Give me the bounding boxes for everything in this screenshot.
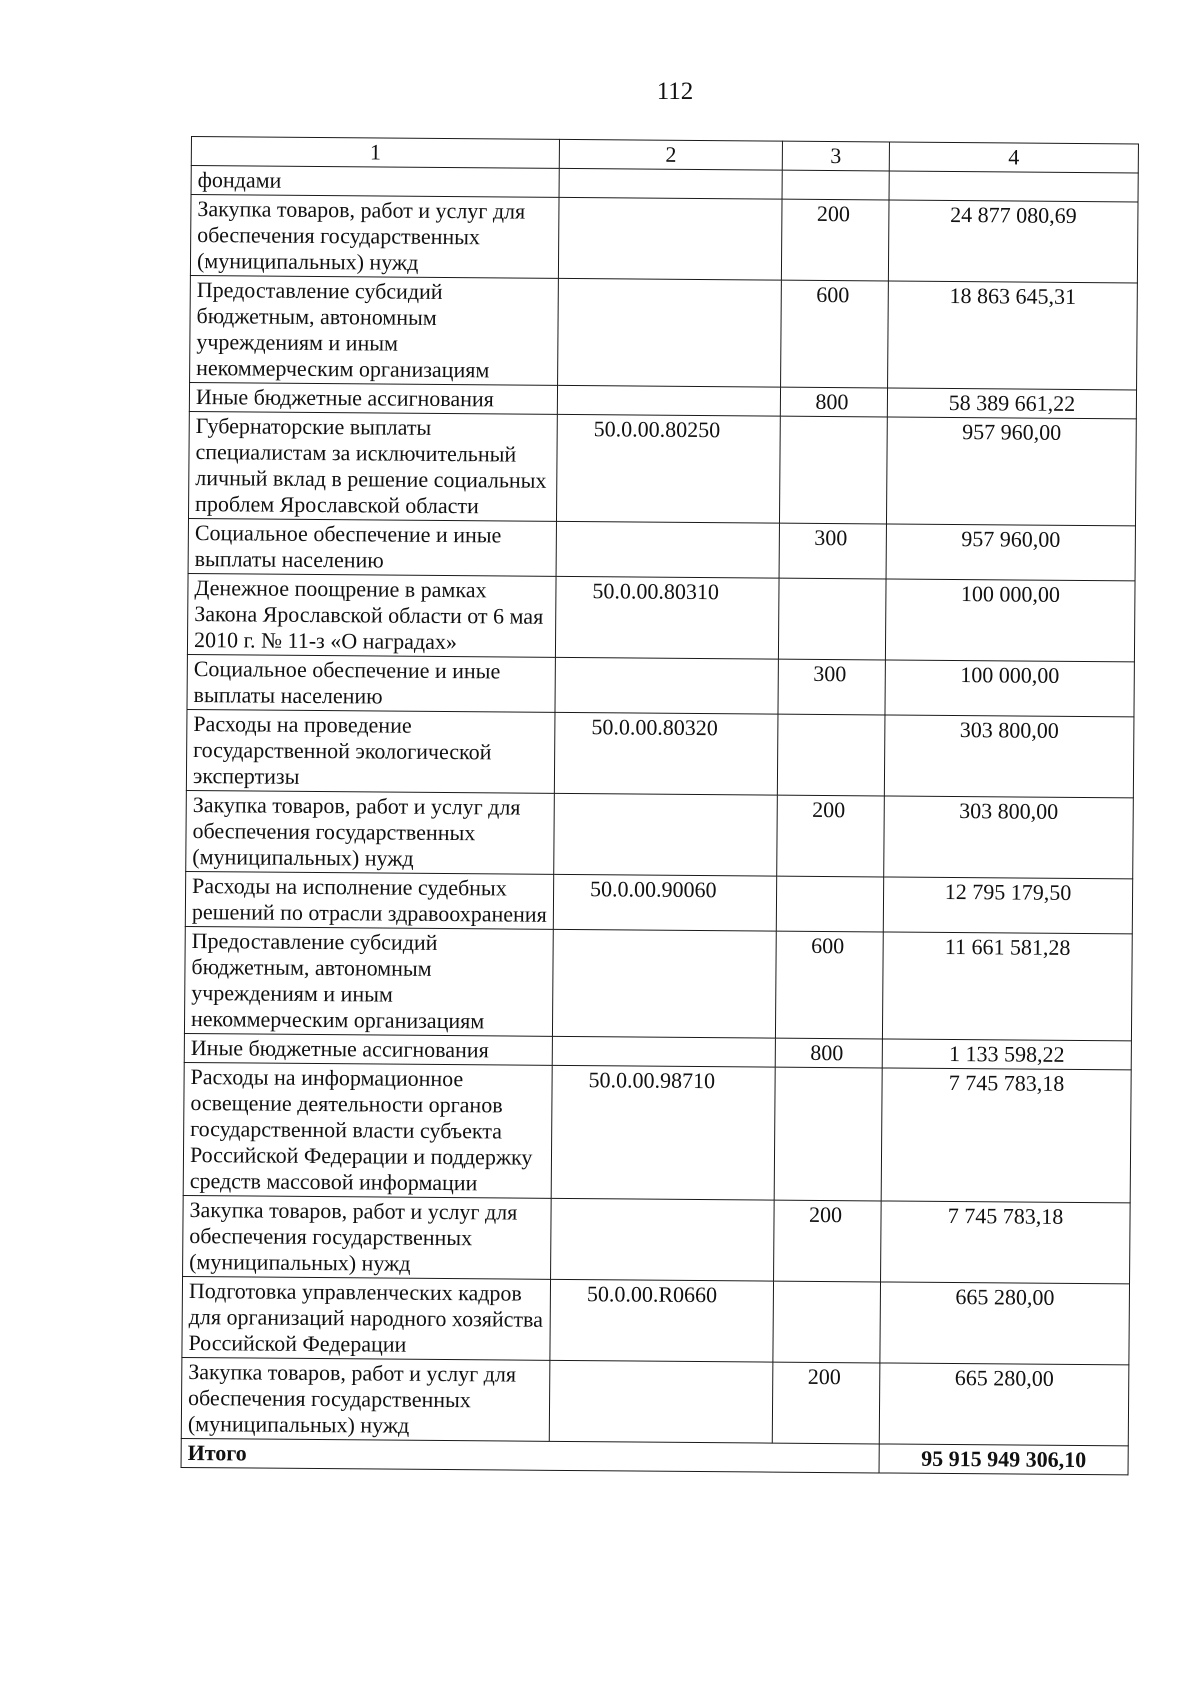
row-code-cell: 50.0.00.80310 <box>555 576 779 659</box>
row-expense-type-cell: 600 <box>775 931 883 1039</box>
table-row <box>188 518 1135 580</box>
table-row <box>184 926 1132 1040</box>
row-name-cell: Предоставление субсидий бюджетным, автономным учреждениям и иным некоммерческим организациям <box>184 926 553 1036</box>
row-amount-cell: 12 795 179,50 <box>883 877 1132 934</box>
row-name-cell: Расходы на проведение государственной экологической экспертизы <box>186 709 555 793</box>
row-name-cell: Подготовка управленческих кадров для организаций народного хозяйства Российской Федерации <box>182 1276 551 1360</box>
row-name-cell: Социальное обеспечение и иные выплаты населению <box>187 654 555 712</box>
row-amount-cell: 1 133 598,22 <box>882 1039 1131 1070</box>
row-name-cell: Расходы на информационное освещение деятельности органов государственной власти субъекта Российской Федерации и поддержку средств массовой информации <box>183 1062 552 1198</box>
row-name-cell: Закупка товаров, работ и услуг для обеспечения государственных (муниципальных) нужд <box>183 1195 552 1279</box>
row-expense-type-cell: 200 <box>781 199 889 281</box>
row-name-cell: Социальное обеспечение и иные выплаты населению <box>188 518 556 576</box>
table-row <box>181 1357 1129 1445</box>
row-code-cell <box>559 168 782 199</box>
row-amount-cell: 303 800,00 <box>884 715 1134 798</box>
row-expense-type-cell <box>782 170 889 200</box>
row-amount-cell: 24 877 080,69 <box>888 200 1138 283</box>
row-code-cell <box>557 385 780 416</box>
table-row <box>190 275 1138 389</box>
row-expense-type-cell: 200 <box>772 1362 880 1444</box>
row-code-cell <box>556 521 779 578</box>
row-expense-type-cell: 200 <box>777 795 885 877</box>
column-header-3: 3 <box>782 141 889 171</box>
row-expense-type-cell <box>773 1281 881 1363</box>
row-amount-cell: 665 280,00 <box>879 1363 1129 1446</box>
row-amount-cell: 957 960,00 <box>886 524 1135 581</box>
row-name-cell: Губернаторские выплаты специалистам за исключительный личный вклад в решение социальных проблем Ярославской области <box>188 411 557 521</box>
row-code-cell: 50.0.00.R0660 <box>550 1279 774 1362</box>
row-name-cell: Иные бюджетные ассигнования <box>184 1033 552 1065</box>
table-row <box>185 871 1132 933</box>
table-body <box>181 137 1138 1475</box>
row-name-cell: Закупка товаров, работ и услуг для обеспечения государственных (муниципальных) нужд <box>190 195 559 279</box>
row-amount-cell: 7 745 783,18 <box>881 1068 1131 1203</box>
page-number: 112 <box>656 78 694 105</box>
row-name-cell: Закупка товаров, работ и услуг для обеспечения государственных (муниципальных) нужд <box>186 790 555 874</box>
row-code-cell: 50.0.00.80320 <box>554 712 778 795</box>
row-expense-type-cell <box>779 416 887 524</box>
row-expense-type-cell <box>778 578 886 660</box>
total-label: Итого <box>181 1438 879 1472</box>
row-expense-type-cell <box>776 876 883 932</box>
row-name-cell: Предоставление субсидий бюджетным, автономным учреждениям и иным некоммерческим организациям <box>190 275 559 385</box>
row-code-cell: 50.0.00.90060 <box>553 874 776 931</box>
table-row <box>182 1276 1130 1364</box>
table-row <box>186 790 1134 878</box>
row-expense-type-cell: 800 <box>775 1038 882 1068</box>
row-name-cell: Иные бюджетные ассигнования <box>189 382 557 414</box>
row-amount-cell: 100 000,00 <box>885 660 1134 717</box>
row-code-cell <box>549 1360 773 1443</box>
row-name-cell: Денежное поощрение в рамках Закона Ярославской области от 6 мая 2010 г. № 11-з «О наградах» <box>187 573 556 657</box>
row-code-cell <box>554 793 778 876</box>
total-amount: 95 915 949 306,10 <box>879 1444 1128 1475</box>
row-code-cell <box>555 657 778 714</box>
row-code-cell <box>558 278 782 387</box>
row-code-cell <box>558 197 782 280</box>
table-row <box>190 195 1138 283</box>
column-header-1: 1 <box>191 137 559 169</box>
row-amount-cell: 100 000,00 <box>885 579 1135 662</box>
row-amount-cell: 303 800,00 <box>884 796 1134 879</box>
row-amount-cell: 58 389 661,22 <box>887 388 1136 419</box>
row-name-cell: Закупка товаров, работ и услуг для обеспечения государственных (муниципальных) нужд <box>181 1357 550 1441</box>
column-header-4: 4 <box>889 142 1138 173</box>
row-amount-cell <box>889 171 1138 202</box>
column-header-2: 2 <box>559 139 782 170</box>
total-row <box>181 1438 1128 1474</box>
row-amount-cell: 957 960,00 <box>886 417 1136 526</box>
row-expense-type-cell: 600 <box>781 280 889 388</box>
row-code-cell: 50.0.00.80250 <box>556 414 780 523</box>
table-row <box>186 709 1134 797</box>
row-expense-type-cell: 300 <box>778 659 885 715</box>
row-expense-type-cell: 800 <box>780 387 887 417</box>
row-expense-type-cell: 300 <box>779 523 886 579</box>
row-amount-cell: 7 745 783,18 <box>881 1201 1131 1284</box>
table-row <box>183 1195 1131 1283</box>
row-code-cell <box>552 929 776 1038</box>
row-expense-type-cell: 200 <box>774 1200 882 1282</box>
table-row <box>183 1062 1131 1202</box>
row-code-cell <box>552 1036 775 1067</box>
budget-table <box>181 136 1139 1475</box>
row-expense-type-cell <box>774 1067 882 1201</box>
table-row <box>188 411 1136 525</box>
row-code-cell <box>551 1198 775 1281</box>
row-name-cell: фондами <box>191 166 559 198</box>
row-expense-type-cell <box>777 714 885 796</box>
table-row <box>187 654 1134 716</box>
table-row <box>187 573 1135 661</box>
row-amount-cell: 11 661 581,28 <box>882 932 1132 1041</box>
row-amount-cell: 665 280,00 <box>880 1282 1130 1365</box>
row-name-cell: Расходы на исполнение судебных решений по отрасли здравоохранения <box>185 871 553 929</box>
row-code-cell: 50.0.00.98710 <box>551 1065 775 1200</box>
row-amount-cell: 18 863 645,31 <box>888 281 1138 390</box>
